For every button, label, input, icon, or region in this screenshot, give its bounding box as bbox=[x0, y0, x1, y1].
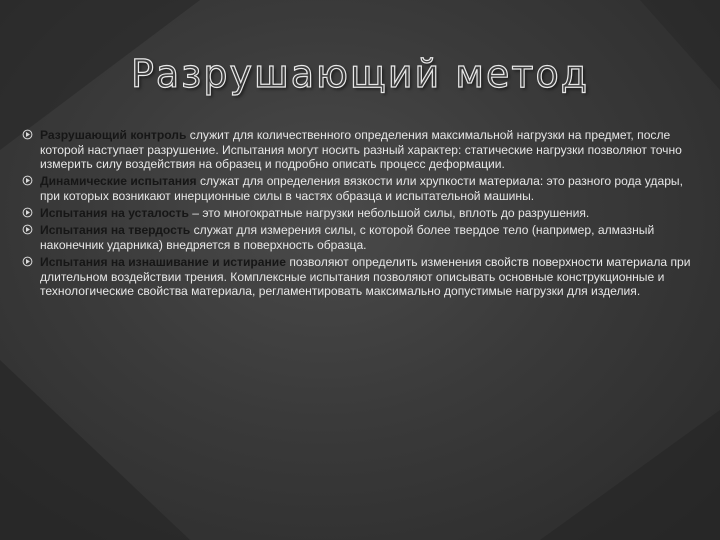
list-item bbox=[22, 206, 706, 221]
item-term: Испытания на усталость bbox=[40, 206, 189, 221]
item-text: служат для измерения силы, с которой более твердое тело (например, алмазный наконечник ударника) внедряется в поверхность образца. bbox=[40, 223, 655, 252]
list-item bbox=[22, 128, 706, 172]
circle-arrow-icon bbox=[22, 224, 33, 235]
item-term: Разрушающий контроль bbox=[40, 128, 187, 142]
circle-arrow-icon bbox=[22, 129, 33, 140]
circle-arrow-icon bbox=[22, 175, 33, 186]
circle-arrow-icon bbox=[22, 207, 33, 218]
bullet-list bbox=[22, 128, 706, 302]
circle-arrow-icon bbox=[22, 256, 33, 267]
list-item bbox=[22, 223, 706, 252]
item-text: позволяют определить изменения свойств поверхности материала при длительном воздействии трения. Комплексные испытания позволяют описывать основные конструкционные и технологические свойства материала, регламентировать максимально допустимые нагрузки для изделия. bbox=[40, 255, 691, 299]
list-item bbox=[22, 255, 706, 299]
list-item bbox=[22, 174, 706, 203]
item-term: Динамические испытания bbox=[40, 174, 197, 189]
item-text: – это многократные нагрузки небольшой силы, вплоть до разрушения. bbox=[188, 206, 590, 221]
item-term: Испытания на твердость bbox=[40, 223, 191, 238]
slide-title: Разрушающий метод bbox=[130, 52, 590, 96]
item-text: служит для количественного определения максимальной нагрузки на предмет, после которой наступает разрушение. Испытания могут носить разный характер: статические нагрузки позволяют точно измерить силу воздействия на образец и подробно описать процесс деформации. bbox=[40, 128, 682, 172]
item-term: Испытания на изнашивание и истирание bbox=[40, 255, 286, 270]
item-text: служат для определения вязкости или хрупкости материала: это разного рода удары, при которых возникают инерционные силы в частях образца и испытательной машины. bbox=[40, 174, 683, 203]
